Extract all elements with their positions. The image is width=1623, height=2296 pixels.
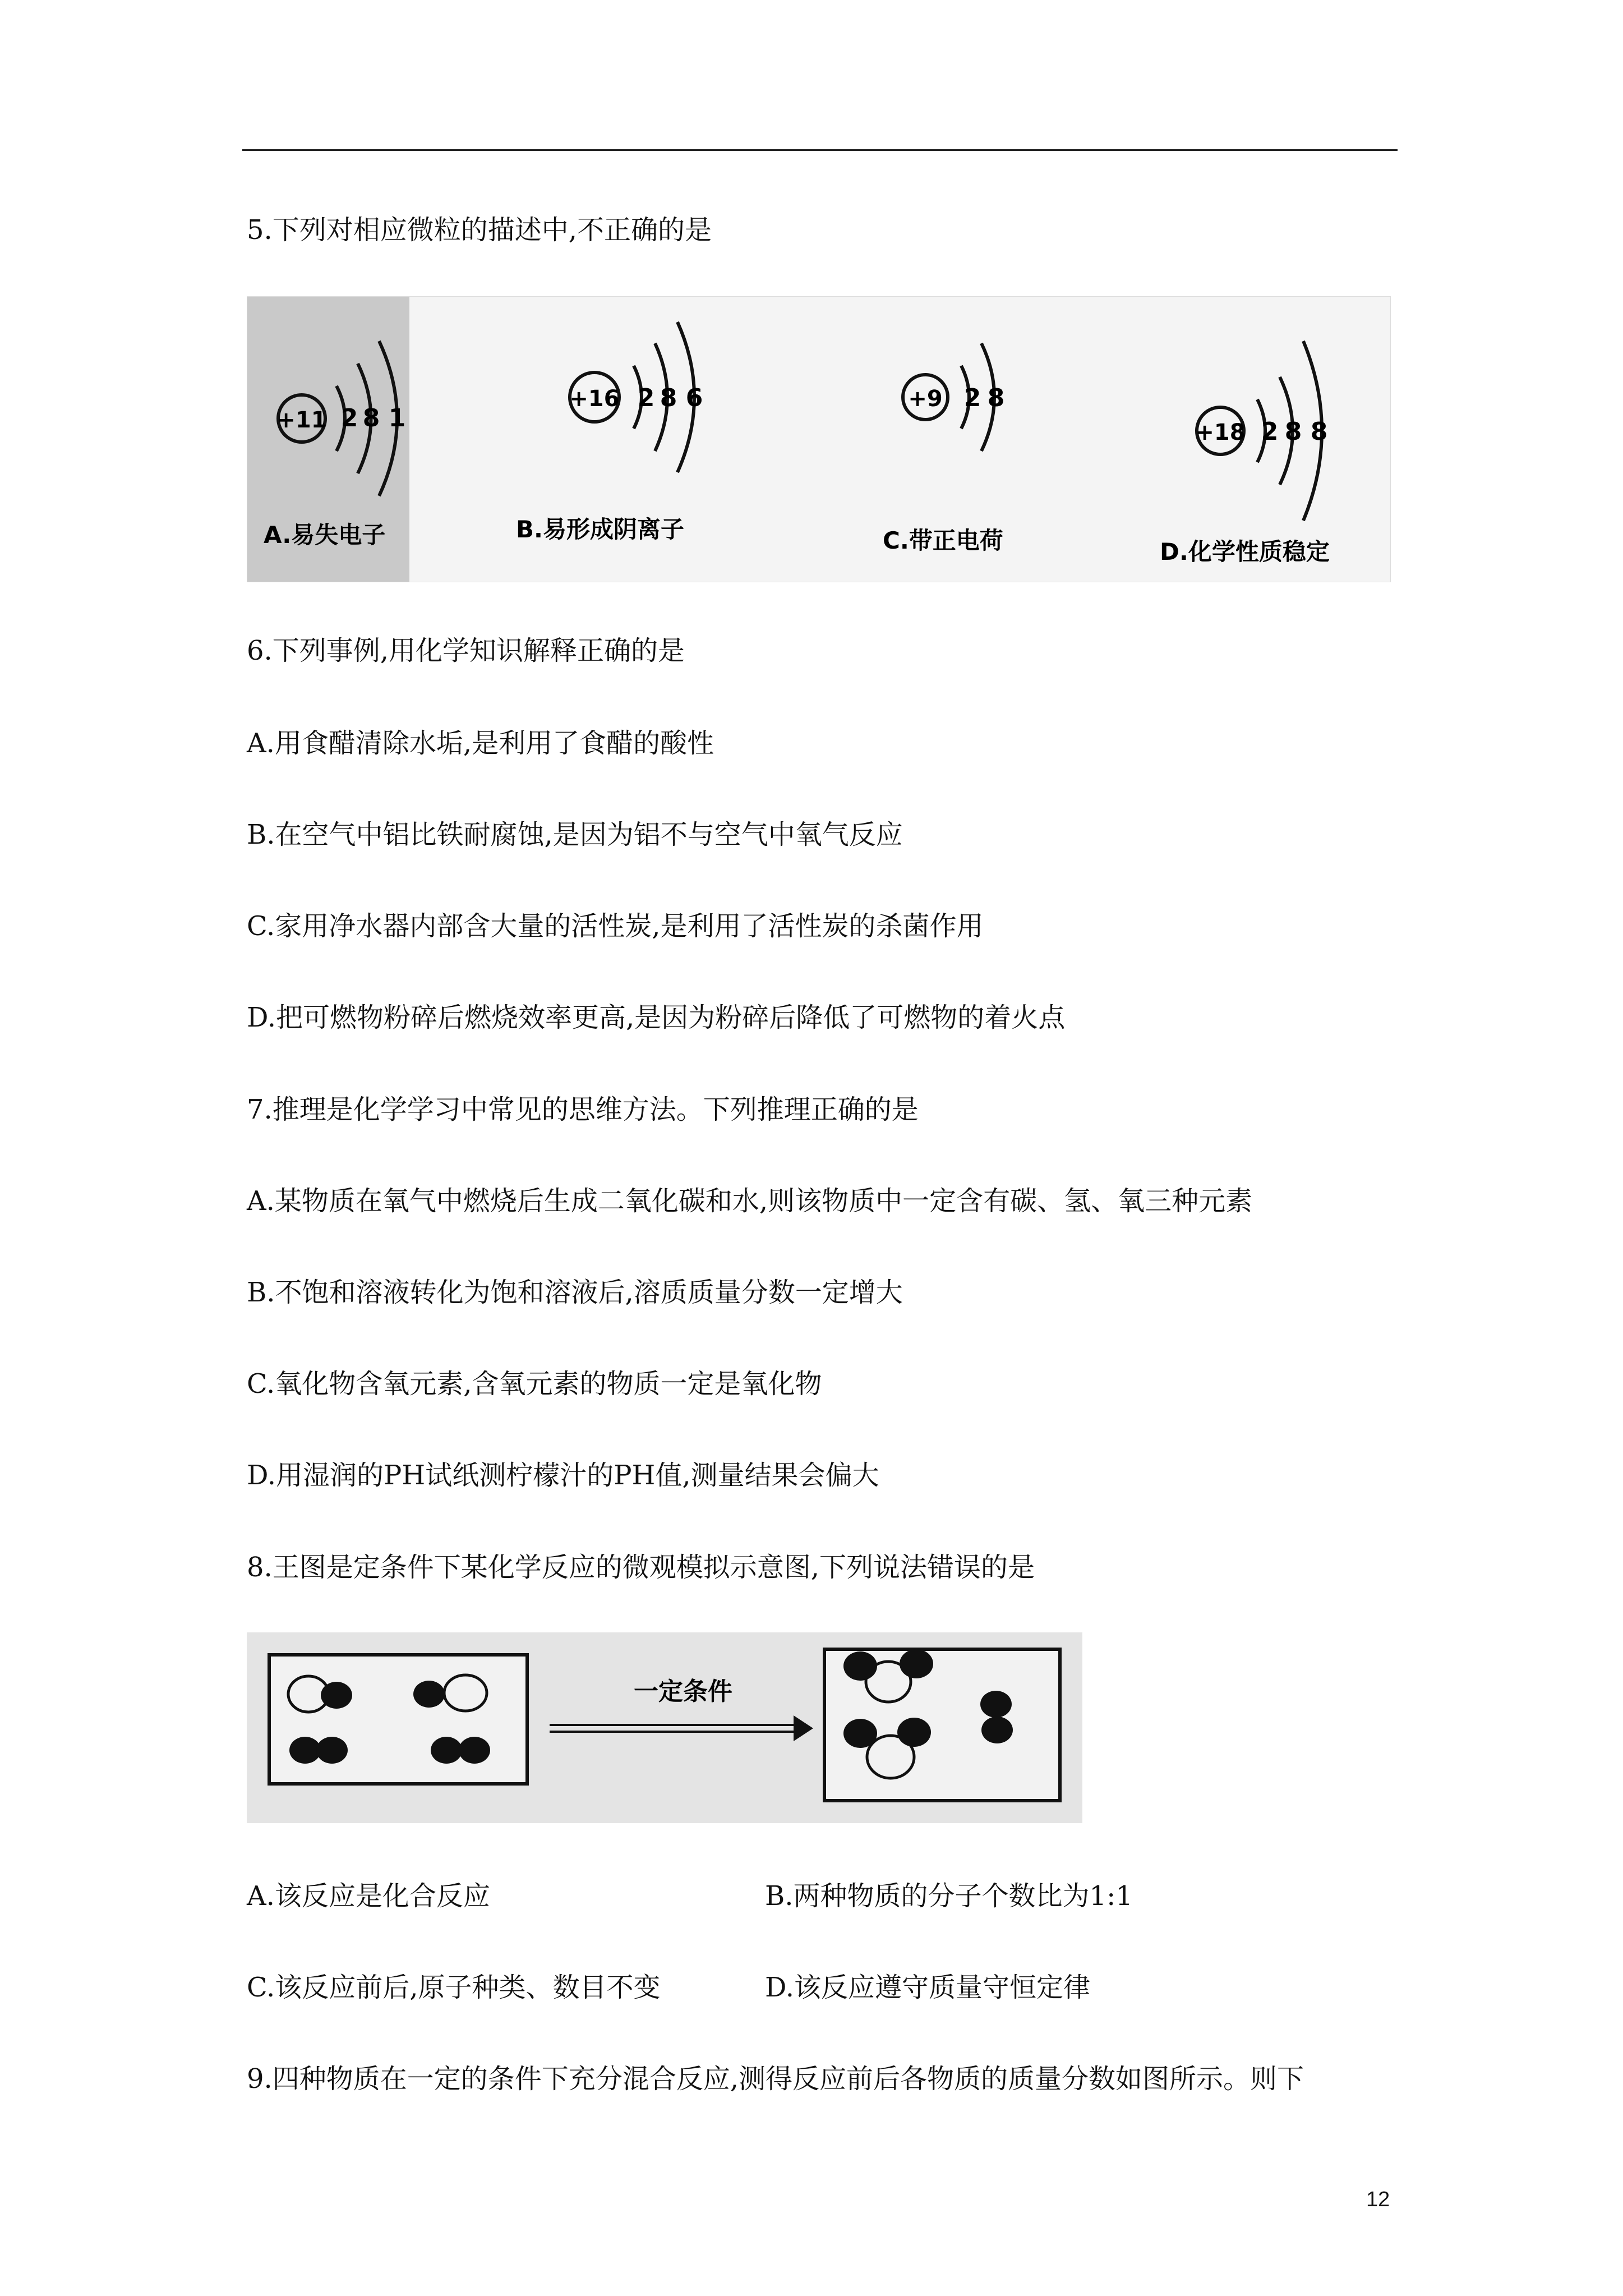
- q6-option-d: D.把可燃物粉碎后燃烧效率更高,是因为粉碎后降低了可燃物的着火点: [247, 1002, 1066, 1033]
- q5-stem: 5.下列对相应微粒的描述中,不正确的是: [247, 214, 712, 246]
- atom-a-nucleus: +11: [276, 407, 327, 433]
- atom-a-caption: A.易失电子: [264, 521, 386, 549]
- arrow-condition-label: 一定条件: [634, 1677, 732, 1706]
- atom-c-shell-2: 8: [987, 384, 1005, 412]
- q7-option-d: D.用湿润的PH试纸测柠檬汁的PH值,测量结果会偏大: [247, 1460, 879, 1491]
- atom-d-shell-2: 8: [1284, 417, 1302, 446]
- atom-b-shell-2: 8: [660, 384, 677, 412]
- q7-option-b: B.不饱和溶液转化为饱和溶液后,溶质质量分数一定增大: [247, 1277, 903, 1308]
- atom-c-shell-1: 2: [963, 384, 981, 412]
- q6-option-b: B.在空气中铝比铁耐腐蚀,是因为铝不与空气中氧气反应: [247, 819, 903, 850]
- atom-d-shell-1: 2: [1261, 417, 1279, 446]
- q7-option-c: C.氧化物含氧元素,含氧元素的物质一定是氧化物: [247, 1368, 822, 1400]
- atom-d-shell-3: 8: [1310, 417, 1328, 446]
- atom-c-caption: C.带正电荷: [883, 527, 1003, 554]
- atom-b-shell-1: 2: [637, 384, 655, 412]
- header-rule: [242, 149, 1398, 151]
- atom-d-nucleus: +18: [1195, 420, 1246, 445]
- atom-a-shell-3: 1: [388, 404, 406, 432]
- q8-stem: 8.王图是定条件下某化学反应的微观模拟示意图,下列说法错误的是: [247, 1552, 1035, 1583]
- q6-option-a: A.用食醋清除水垢,是利用了食醋的酸性: [247, 728, 714, 759]
- reactant-box: [269, 1655, 527, 1784]
- atom-b-caption: B.易形成阴离子: [516, 516, 684, 543]
- q7-stem: 7.推理是化学学习中常见的思维方法。下列推理正确的是: [247, 1094, 919, 1125]
- atom-b-shell-3: 6: [685, 384, 703, 412]
- q8-option-b: B.两种物质的分子个数比为1:1: [765, 1880, 1133, 1912]
- q7-option-a: A.某物质在氧气中燃烧后生成二氧化碳和水,则该物质中一定含有碳、氢、氧三种元素: [247, 1185, 1253, 1217]
- q8-option-c: C.该反应前后,原子种类、数目不变: [247, 1972, 661, 2003]
- q8-reaction-figure: [247, 1632, 1082, 1823]
- page-number: 12: [1366, 2188, 1390, 2211]
- q8-option-a: A.该反应是化合反应: [247, 1880, 490, 1912]
- atom-a-shell-2: 8: [362, 404, 380, 432]
- q5-atom-structure-figure: [247, 296, 1391, 582]
- q6-option-c: C.家用净水器内部含大量的活性炭,是利用了活性炭的杀菌作用: [247, 910, 984, 942]
- atom-d-caption: D.化学性质稳定: [1160, 538, 1330, 565]
- atom-b-nucleus: +16: [569, 386, 620, 412]
- q9-stem: 9.四种物质在一定的条件下充分混合反应,测得反应前后各物质的质量分数如图所示。则下: [247, 2063, 1304, 2095]
- atom-c-nucleus: +9: [908, 386, 943, 412]
- q6-stem: 6.下列事例,用化学知识解释正确的是: [247, 635, 685, 666]
- q8-option-d: D.该反应遵守质量守恒定律: [765, 1972, 1091, 2003]
- atom-a-shell-1: 2: [340, 404, 358, 432]
